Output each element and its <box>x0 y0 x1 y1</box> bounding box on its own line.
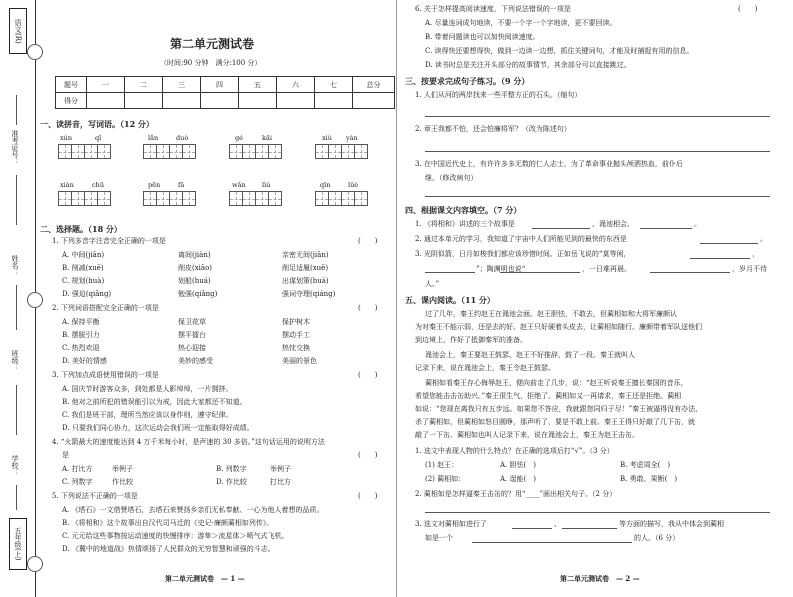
reading-question: 、 <box>554 520 561 528</box>
fill-text: 。 <box>694 220 701 228</box>
score-cell[interactable] <box>353 93 395 109</box>
page-title: 第二单元测试卷 <box>170 37 255 51</box>
grade-badge: 五年级(上) <box>9 518 27 570</box>
binding-hole <box>27 44 43 60</box>
pinyin: xún <box>60 134 73 142</box>
pinyin: qīn <box>320 181 331 189</box>
option: 打比方 <box>270 478 291 486</box>
question-stem: 3. 下列加点成语使用错误的一项是 <box>52 371 159 379</box>
name-line <box>16 285 17 330</box>
writing-grid[interactable] <box>229 144 281 159</box>
fill-blank[interactable] <box>650 272 730 273</box>
passage-line: 蔺相如看秦王存心侮辱赵王，便向前走了几步，说：“赵王听说秦王擅长秦国的音乐， <box>425 379 688 387</box>
fill-text: 2. 通过本单元的学习，我知道了宇宙中人们所能见到的最快的东西是 <box>415 235 627 243</box>
option: 摆动手工 <box>282 331 310 339</box>
score-header-cell: 三 <box>163 77 201 93</box>
fill-blank[interactable] <box>425 272 475 273</box>
pinyin: yán <box>346 134 358 142</box>
option: D. 只要我们同心协力，这次运动会我们班一定能取得好成绩。 <box>62 424 254 432</box>
score-cell[interactable] <box>87 93 125 109</box>
score-header-cell: 二 <box>125 77 163 93</box>
pinyin: pēn <box>148 181 161 189</box>
option: 出谋划策(huà) <box>282 277 329 285</box>
fill-text: 、渑池相会、 <box>592 220 634 228</box>
option: D. 美好的情感 <box>62 357 107 365</box>
binding-hole <box>27 292 43 308</box>
passage-line: 为对秦王不能示弱，还是去的好。赵王只好硬着头皮去，让蔺相如随行。廉颇带着军队送他们 <box>415 323 702 331</box>
side-binding-strip <box>0 0 36 597</box>
fill-blank[interactable] <box>512 528 552 529</box>
option: A. 尽量连词成句地读，不要一个字一个字地读，更不要回读。 <box>425 19 617 27</box>
page-subtitle: （时间:90 分钟 满分:100 分） <box>160 59 262 67</box>
fill-text: 。 <box>760 235 767 243</box>
option: B. 带着问题读也可以加快阅读速度。 <box>425 33 540 41</box>
class-label: 班级： <box>11 350 19 371</box>
fill-text: ”；陶渊明也说“ <box>476 265 526 273</box>
fill-text: 3. 光阴似箭，日月如梭我们都应该珍惜时间。正如岳飞说的“莫等闲， <box>415 250 631 258</box>
answer-paren[interactable]: ( ) <box>738 5 758 13</box>
section-5-title: 五、课内阅读。（11 分） <box>405 295 495 305</box>
school-label: 学校： <box>11 455 19 476</box>
writing-grid[interactable] <box>143 144 195 159</box>
score-header-cell: 一 <box>87 77 125 93</box>
pinyin: qǐ <box>95 134 102 142</box>
page-footer: 第二单元测试卷 — 1 — <box>165 574 245 583</box>
exam-id-label: 准考证号： <box>11 130 19 165</box>
score-cell[interactable] <box>315 93 353 109</box>
option: 举例子 <box>270 465 291 473</box>
binding-hole <box>27 556 43 572</box>
answer-line[interactable] <box>425 196 770 197</box>
passage-line: 渑池会上，秦王要赵王鼓瑟。赵王不好推辞，鼓了一段。秦王就叫人 <box>425 351 635 359</box>
fill-text: ， <box>752 250 759 258</box>
fill-text: 人。” <box>425 280 440 288</box>
pinyin: chū <box>92 181 105 189</box>
option: 热忱交换 <box>282 344 310 352</box>
fill-blank[interactable] <box>532 228 590 229</box>
subject-badge: 语文(R) <box>9 8 27 54</box>
reading-question: 1. 选文中表现人物的什么特点？在正确的选项后打“√”。（3 分） <box>415 447 614 455</box>
school-line <box>16 485 17 510</box>
answer-paren[interactable]: ( ) <box>358 451 378 459</box>
passage-line: 如说：“您现在离我只有五步远。如果您不答应，我就跟您同归于尽！”秦王被逼得没有办法， <box>415 405 703 413</box>
answer-paren[interactable]: ( ) <box>358 371 378 379</box>
option: 划船(huá) <box>178 277 211 285</box>
answer-paren[interactable]: ( ) <box>358 304 378 312</box>
passage-line: 过了几年，秦王约赵王在渑池会面。赵王胆怯，不敢去，但蔺相如和大将军廉颇认 <box>425 310 677 318</box>
section-3-title: 三、按要求完成句子练习。（9 分） <box>405 76 530 86</box>
question-stem: 1. 下列多音字注音完全正确的一项是 <box>52 237 166 245</box>
fill-text: ，一日难再晨。 <box>582 265 631 273</box>
passage-line: 希望您能击击缶助兴。”秦王很生气，拒绝了。蔺相如又一再请求，秦王还是拒绝。蔺相 <box>415 392 682 400</box>
score-table <box>55 76 395 109</box>
page-divider <box>396 0 397 597</box>
reading-question: 3. 选文对蔺相如进行了 <box>415 520 487 528</box>
writing-grid[interactable] <box>143 191 195 206</box>
option: B. 他对之前所犯的错误能引以为戒，因此大家都还不知道。 <box>62 398 247 406</box>
option: 摆平擂台 <box>178 331 206 339</box>
option: A. 中间(jiān) <box>62 251 105 259</box>
score-header-cell: 六 <box>277 77 315 93</box>
option: A. 保持平衡 <box>62 318 100 326</box>
option: 举例子 <box>112 465 133 473</box>
question-stem: 2. 下列词语搭配完全正确的一项是 <box>52 304 159 312</box>
reading-question: 等方面的描写，我从中体会到蔺相 <box>619 520 724 528</box>
passage-line: 杀了蔺相如，但蔺相如怒目圆睁，那声听了，要是不敢上前。秦王王得只好敲了几下缶，就 <box>415 418 695 426</box>
score-cell[interactable] <box>239 93 277 109</box>
writing-grid[interactable] <box>315 144 367 159</box>
writing-grid[interactable] <box>58 144 110 159</box>
question-stem: 4. “火箭最大的速度能达到 4 万千米每小时，是声速的 30 多倍。”这句话运用的说明方法 <box>52 438 325 446</box>
fill-blank[interactable] <box>640 228 692 229</box>
reading-option: (2) 蔺相如： <box>425 475 466 483</box>
pinyin: xiù <box>322 134 332 142</box>
writing-grid[interactable] <box>229 191 281 206</box>
score-cell[interactable] <box>201 93 239 109</box>
question-stem: 5. 下列说法不正确的一项是 <box>52 492 138 500</box>
name-label: 姓名： <box>11 255 19 276</box>
option: C. 元元给这些事物按运动速度的快慢排序：游隼＞流星体＞喷气式飞机。 <box>62 532 289 540</box>
reading-option[interactable]: B. 考虑周全( ) <box>620 461 671 469</box>
score-header-cell: 四 <box>201 77 239 93</box>
section-2-title: 二、选择题。（18 分） <box>40 224 122 234</box>
option: 削足适履(xuē) <box>282 264 329 272</box>
option: B. 削减(xuē) <box>62 264 104 272</box>
option: D. 作比较 <box>216 478 247 486</box>
reading-question: 的人。（6 分） <box>634 534 680 542</box>
question-stem: 6. 关于怎样提高阅读速度，下列说法错误的一项是 <box>415 5 571 13</box>
passage-line: 敲了一下缶。蔺相如也叫人记录下来，说在渑池会上，秦王为赵王击缶。 <box>415 431 639 439</box>
score-header-cell: 总分 <box>353 77 395 93</box>
option: B. 列数字 <box>216 465 247 473</box>
reading-question: 如是一个 <box>425 534 453 542</box>
fill-blank[interactable] <box>690 258 750 259</box>
writing-grid[interactable] <box>315 191 367 206</box>
exercise-item: 1. 人们从河的两岸找来一些平整方正的石头。（缩句） <box>415 91 582 99</box>
option: A. 打比方 <box>62 465 93 473</box>
score-header-cell: 五 <box>239 77 277 93</box>
fill-text: 1. 《将相和》讲述的三个故事是 <box>415 220 515 228</box>
question-stem-cont: 是 <box>62 451 69 459</box>
class-line <box>16 385 17 435</box>
fill-blank[interactable] <box>700 243 758 244</box>
reading-option[interactable]: A. 逞能( ) <box>500 475 536 483</box>
passage-line: 到边境上，作好了抵御秦军的准备。 <box>415 336 527 344</box>
option: D. 读书时总是关注开头部分的故事情节，其余部分可以直接跳过。 <box>425 61 631 69</box>
option: C. 列数字 <box>62 478 93 486</box>
option: 保卫花草 <box>178 318 206 326</box>
option: D. 《冀中的地道战》热情颂扬了人民群众的无穷智慧和顽强的斗志。 <box>62 545 275 553</box>
fill-text: ，岁月不待 <box>732 265 767 273</box>
reading-option[interactable]: B. 勇敢、果断( ) <box>620 475 678 483</box>
exam-id-line-2 <box>16 175 17 225</box>
option: A. 国庆节时游客众多，到处都是人影绰绰，一片拥挤。 <box>62 385 233 393</box>
section-4-title: 四、根据课文内容填空。（7 分） <box>405 205 522 215</box>
pinyin: lüè <box>348 181 359 189</box>
page-footer: 第二单元测试卷 — 2 — <box>560 574 640 583</box>
option: 保护树木 <box>282 318 310 326</box>
option: 美丽的景色 <box>282 357 317 365</box>
score-cell[interactable] <box>277 93 315 109</box>
pinyin: lǎn <box>148 134 159 142</box>
option: C. 规划(huà) <box>62 277 105 285</box>
pinyin: duò <box>176 134 189 142</box>
section-1-title: 一、读拼音，写词语。（12 分） <box>40 119 154 129</box>
score-header-cell: 题号 <box>56 77 87 93</box>
option: 离间(jiàn) <box>178 251 211 259</box>
pinyin: lìú <box>262 181 271 189</box>
score-cell[interactable] <box>125 93 163 109</box>
writing-grid[interactable] <box>58 191 110 206</box>
exam-id-line <box>16 95 17 125</box>
exercise-item: 2. 章王我都不怕，还会怕廉将军？（改为陈述句） <box>415 125 571 133</box>
score-cell[interactable] <box>163 93 201 109</box>
pinyin: xiàn <box>60 181 74 189</box>
score-row-label: 得分 <box>56 93 87 109</box>
option: 作比较 <box>112 478 133 486</box>
exercise-item: 继。（修改病句） <box>425 174 478 182</box>
answer-line[interactable] <box>425 151 770 152</box>
option: 勉强(qiǎng) <box>178 290 218 298</box>
option: 美妙的感受 <box>178 357 213 365</box>
pinyin: gé <box>235 134 244 142</box>
option: D. 强迫(qiǎng) <box>62 290 112 298</box>
answer-paren[interactable]: ( ) <box>358 492 378 500</box>
reading-option[interactable]: A. 胆怯( ) <box>500 461 536 469</box>
option: C. 热烈欢迎 <box>62 344 100 352</box>
option: 削皮(xiāo) <box>178 264 213 272</box>
pinyin: fā <box>178 181 185 189</box>
fill-blank[interactable] <box>472 542 632 543</box>
exercise-item: 3. 在中国近代史上，有许许多多无数的仁人志士，为了革命事业抛头颅洒热血，前仆后 <box>415 160 683 168</box>
option: B. 摆脱引力 <box>62 331 100 339</box>
option: 亲密无间(jiān) <box>282 251 329 259</box>
answer-paren[interactable]: ( ) <box>358 237 378 245</box>
pinyin: kāi <box>262 134 272 142</box>
fill-blank[interactable] <box>500 272 580 273</box>
option: B. 《将相和》这个故事出自汉代司马迁的《史记·廉颇蔺相如列传》。 <box>62 519 274 527</box>
reading-option: (1) 赵王： <box>425 461 459 469</box>
answer-line[interactable] <box>425 512 770 513</box>
option: 强词夺理(qiáng) <box>282 290 336 298</box>
fill-blank[interactable] <box>562 528 617 529</box>
reading-question: 2. 蔺相如是怎样逼秦王击缶的？用“____”画出相关句子。（2 分） <box>415 490 617 498</box>
answer-line[interactable] <box>425 116 770 117</box>
option: A. 《塔石》一文借赞塔石，去塔石来赞扬乡亲们无私奉献、一心为他人着想的品质。 <box>62 506 324 514</box>
option: C. 读得快还要想得快，做到一边读一边想，抓住关键词句，才能及时捕捉有用的信息。 <box>425 47 694 55</box>
pinyin: wǎn <box>232 181 246 189</box>
option: 热心迎接 <box>178 344 206 352</box>
passage-line: 记录下来，说在渑池会上，秦王令赵王鼓瑟。 <box>415 364 555 372</box>
score-header-cell: 七 <box>315 77 353 93</box>
option: C. 我们是班干部，理所当然应该以身作则，遵守纪律。 <box>62 411 233 419</box>
